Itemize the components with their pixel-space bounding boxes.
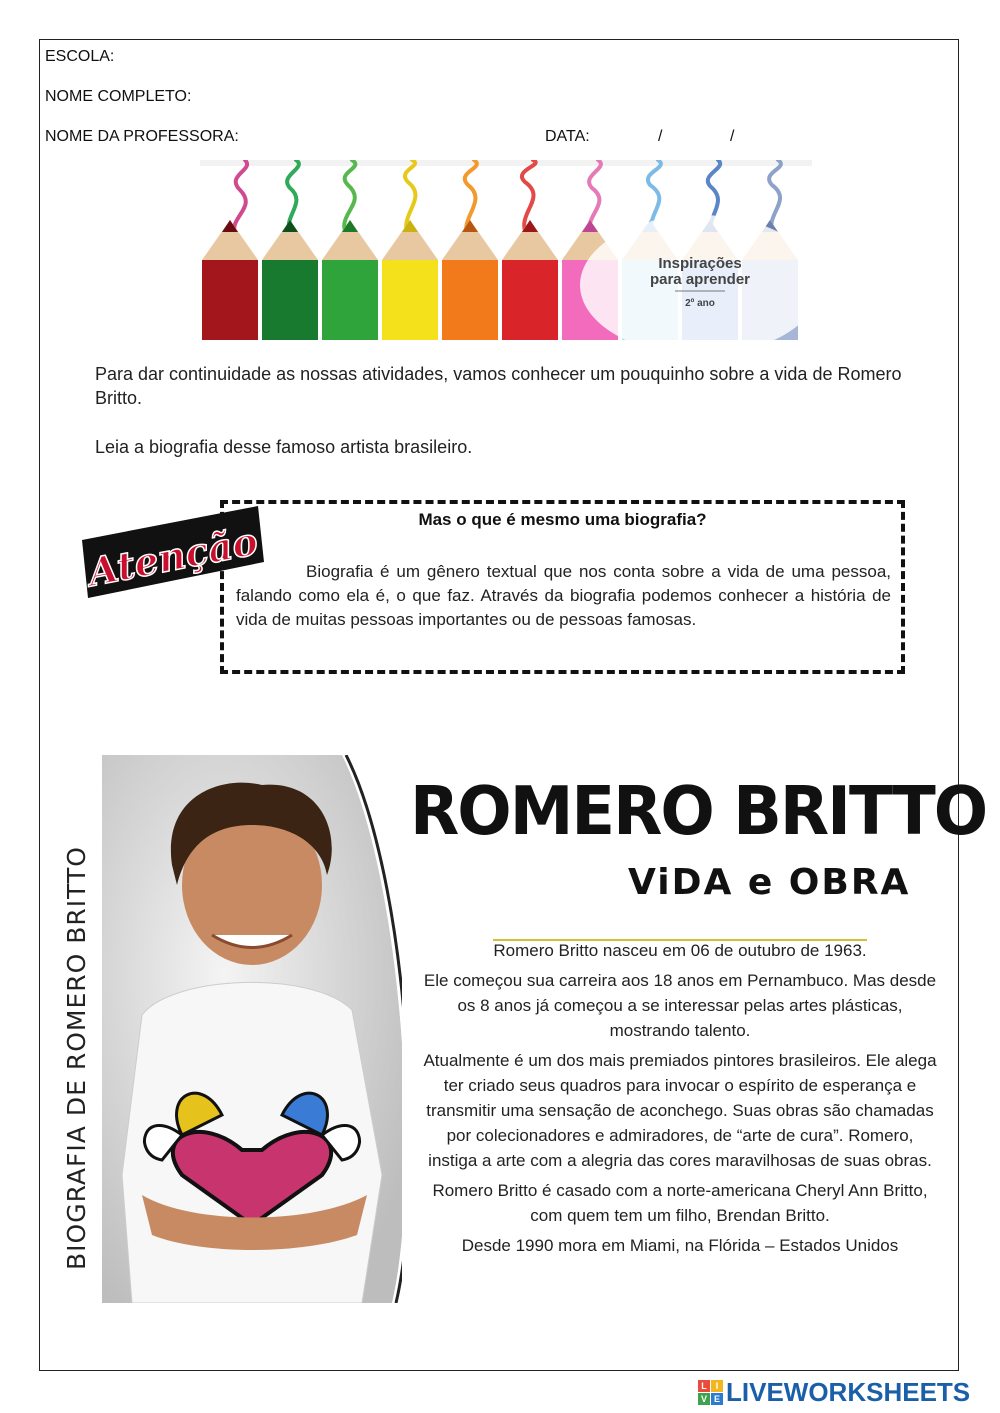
intro-paragraph-2: Leia a biografia desse famoso artista brasileiro. <box>95 437 473 457</box>
stamp-text: Atenção <box>84 518 262 595</box>
romero-britto-photo <box>102 755 402 1303</box>
biografia-side-label: BIOGRAFIA DE ROMERO BRITTO <box>62 846 91 1270</box>
date-slash-1: / <box>658 128 663 145</box>
liveworksheets-logo <box>698 1378 970 1406</box>
banner-line2: para aprender <box>649 271 751 288</box>
professora-label: NOME DA PROFESSORA: <box>45 128 239 145</box>
intro-paragraph-1: Para dar continuidade as nossas atividades, vamos conhecer um pouquinho sobre a vida de Romero Britto. <box>95 364 902 408</box>
bio-subtitle: ViDA e OBRA <box>628 862 911 903</box>
bio-paragraph-family: Romero Britto é casado com a norte-americana Cheryl Ann Britto, com quem tem um filho, Brendan Britto. <box>432 1181 928 1225</box>
biografia-question: Mas o que é mesmo uma biografia? <box>418 510 707 529</box>
bio-paragraph-birth: Romero Britto nasceu em 06 de outubro de 1963. <box>493 941 867 960</box>
nome-completo-label: NOME COMPLETO: <box>45 88 192 105</box>
biografia-definition: Biografia é um gênero textual que nos conta sobre a vida de uma pessoa, falando como ela é, o que faz. Através da biografia podemos conhecer a história de vida de muitas pessoas importantes ou de pessoas famosas. <box>236 562 891 629</box>
liveworksheets-text: LIVEWORKSHEETS <box>726 1376 971 1407</box>
escola-label: ESCOLA: <box>45 48 115 65</box>
banner-line1: Inspirações <box>658 255 742 272</box>
date-slash-2: / <box>730 128 735 145</box>
data-label: DATA: <box>545 128 590 145</box>
colored-pencils-banner <box>200 160 812 340</box>
bio-title: ROMERO BRITTO <box>410 773 987 851</box>
bio-paragraph-awards: Atualmente é um dos mais premiados pintores brasileiros. Ele alega ter criado seus quadros para invocar o espírito de esperança e transmitir uma sensação de aconchego. Suas obras são chamadas por colecionadores e admiradores, de “arte de cura”. Romero, instiga a arte com a alegria das cores maravilhosas de suas obras. <box>423 1051 937 1170</box>
bio-paragraph-career: Ele começou sua carreira aos 18 anos em Pernambuco. Mas desde os 8 anos já começou a se interessar pelas artes plásticas, mostrando talento. <box>423 971 937 1040</box>
banner-grade: 2º ano <box>685 298 715 309</box>
liveworksheets-mark-icon: L I V E <box>698 1380 723 1405</box>
bio-paragraph-residence: Desde 1990 mora em Miami, na Flórida – Estados Unidos <box>461 1236 899 1255</box>
bio-text <box>420 938 940 1263</box>
